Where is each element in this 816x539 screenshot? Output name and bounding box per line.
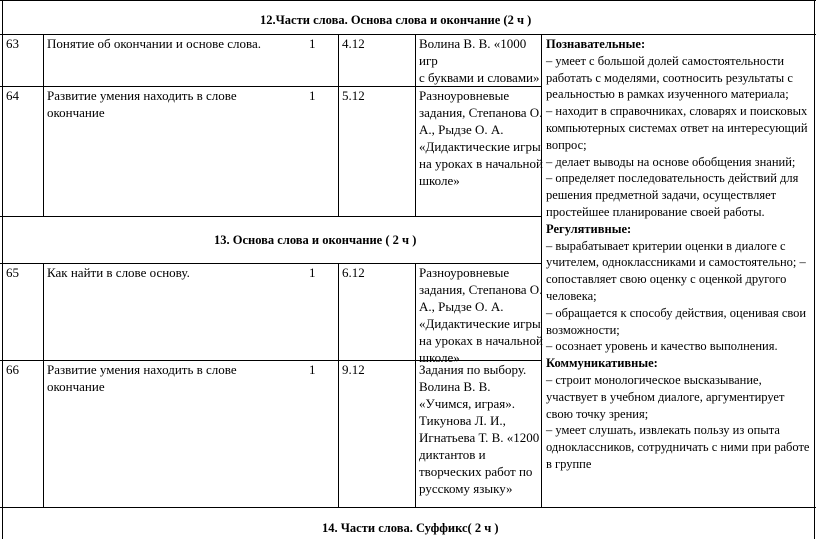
text-line: А., Рыдзе О. А. — [419, 299, 504, 314]
text-line: окончание — [47, 105, 105, 120]
lesson-number: 65 — [6, 265, 19, 280]
activity-line: – умеет с большой долей самостоятельности — [546, 53, 785, 68]
lesson-resource — [419, 87, 543, 189]
rule — [338, 263, 339, 508]
lesson-resource — [419, 264, 543, 366]
text-line: на уроках в начальной — [419, 333, 543, 348]
section-heading: 14. Части слова. Суффикс( 2 ч ) — [322, 521, 499, 535]
activity-line: возможности; — [546, 322, 620, 337]
activity-line: вопрос; — [546, 137, 587, 152]
activity-line: – строит монологическое высказывание, — [546, 372, 762, 387]
activity-line: простейшее планирование своей работы. — [546, 204, 765, 219]
lesson-hours: 1 — [309, 88, 316, 103]
text-line: Тикунова Л. И., — [419, 413, 506, 428]
activity-line: – делает выводы на основе обобщения знаний; — [546, 154, 796, 169]
activity-line: человека; — [546, 288, 597, 303]
text-line: «Дидактические игры — [419, 139, 541, 154]
activity-line: – определяет последовательность действий для — [546, 171, 799, 186]
text-line: русскому языку» — [419, 481, 513, 496]
rule — [0, 507, 816, 508]
activity-line: компьютерных системах ответ на интересующий — [546, 120, 808, 135]
text-line: задания, Степанова О. — [419, 105, 543, 120]
text-line: задания, Степанова О. — [419, 282, 543, 297]
lesson-date: 6.12 — [342, 265, 365, 280]
activity-line: сопоставляет свою оценку с оценкой другого — [546, 272, 787, 287]
rule — [0, 216, 541, 217]
rule — [43, 34, 44, 217]
rule — [415, 34, 416, 217]
section-heading: 12.Части слова. Основа слова и окончание (2 ч ) — [260, 13, 532, 27]
rule — [814, 0, 815, 539]
lesson-number: 64 — [6, 88, 19, 103]
text-line: Развитие умения находить в слове — [47, 362, 237, 377]
text-line: Волина В. В. «1000 — [419, 36, 527, 51]
activity-line: решения предметной задачи, осуществляет — [546, 188, 777, 203]
text-line: диктантов и — [419, 447, 486, 462]
lesson-hours: 1 — [309, 265, 316, 280]
text-line: творческих работ по — [419, 464, 533, 479]
category-heading: Регулятивные: — [546, 221, 632, 236]
activity-line: одноклассников, сотрудничать с ними при работе — [546, 440, 810, 455]
section-heading: 13. Основа слова и окончание ( 2 ч ) — [214, 233, 417, 247]
lesson-date: 5.12 — [342, 88, 365, 103]
text-line: А., Рыдзе О. А. — [419, 122, 504, 137]
rule — [415, 263, 416, 508]
text-line: игр — [419, 53, 438, 68]
activity-line: в группе — [546, 456, 592, 471]
rule — [0, 0, 816, 1]
text-line: Волина В. В. — [419, 379, 491, 394]
rule — [338, 34, 339, 217]
activity-line: – осознает уровень и качество выполнения. — [546, 339, 778, 354]
text-line: Задания по выбору. — [419, 362, 527, 377]
activity-line: работать с моделями, соотносить результаты с — [546, 70, 793, 85]
text-line: Развитие умения находить в слове — [47, 88, 237, 103]
lesson-hours: 1 — [309, 362, 316, 377]
activity-line: – вырабатывает критерии оценки в диалоге с — [546, 238, 786, 253]
text-line: Игнатьева Т. В. «1200 — [419, 430, 540, 445]
activity-line: участвует в учебном диалоге, аргументирует — [546, 389, 785, 404]
rule — [43, 263, 44, 508]
category-heading: Познавательные: — [546, 37, 646, 51]
category-heading: Коммуникативные: — [546, 356, 658, 371]
lesson-topic — [47, 87, 237, 121]
text-line: Понятие об окончании и основе слова. — [47, 36, 261, 51]
activity-line: – обращается к способу действия, оценивая свои — [546, 305, 807, 320]
text-line: окончание — [47, 379, 105, 394]
text-line: «Дидактические игры — [419, 316, 541, 331]
lesson-date: 4.12 — [342, 36, 365, 51]
lesson-topic — [47, 361, 237, 395]
text-line: Как найти в слове основу. — [47, 265, 190, 280]
activity-line: свою точку зрения; — [546, 406, 649, 421]
text-line: на уроках в начальной — [419, 156, 543, 171]
lesson-number: 66 — [6, 362, 19, 377]
text-line: Разноуровневые — [419, 265, 510, 280]
lesson-resource — [419, 361, 539, 497]
text-line: Разноуровневые — [419, 88, 510, 103]
text-line: школе» — [419, 350, 460, 365]
rule — [2, 0, 3, 539]
lesson-topic — [47, 264, 190, 281]
lesson-topic — [47, 35, 261, 52]
learning-activities — [546, 36, 814, 473]
text-line: с буквами и словами» — [419, 70, 540, 85]
lesson-hours: 1 — [309, 36, 316, 51]
text-line: «Учимся, играя». — [419, 396, 515, 411]
text-line: школе» — [419, 173, 460, 188]
lesson-number: 63 — [6, 36, 19, 51]
activity-line: учителем, одноклассниками и самостоятельно; – — [546, 255, 806, 270]
activity-line: – умеет слушать, извлекать пользу из опыта — [546, 423, 780, 438]
activity-line: – находит в справочниках, словарях и поисковых — [546, 104, 808, 119]
lesson-date: 9.12 — [342, 362, 365, 377]
activity-line: реальностью в рамках изученного материала; — [546, 87, 789, 102]
lesson-resource — [419, 35, 540, 86]
